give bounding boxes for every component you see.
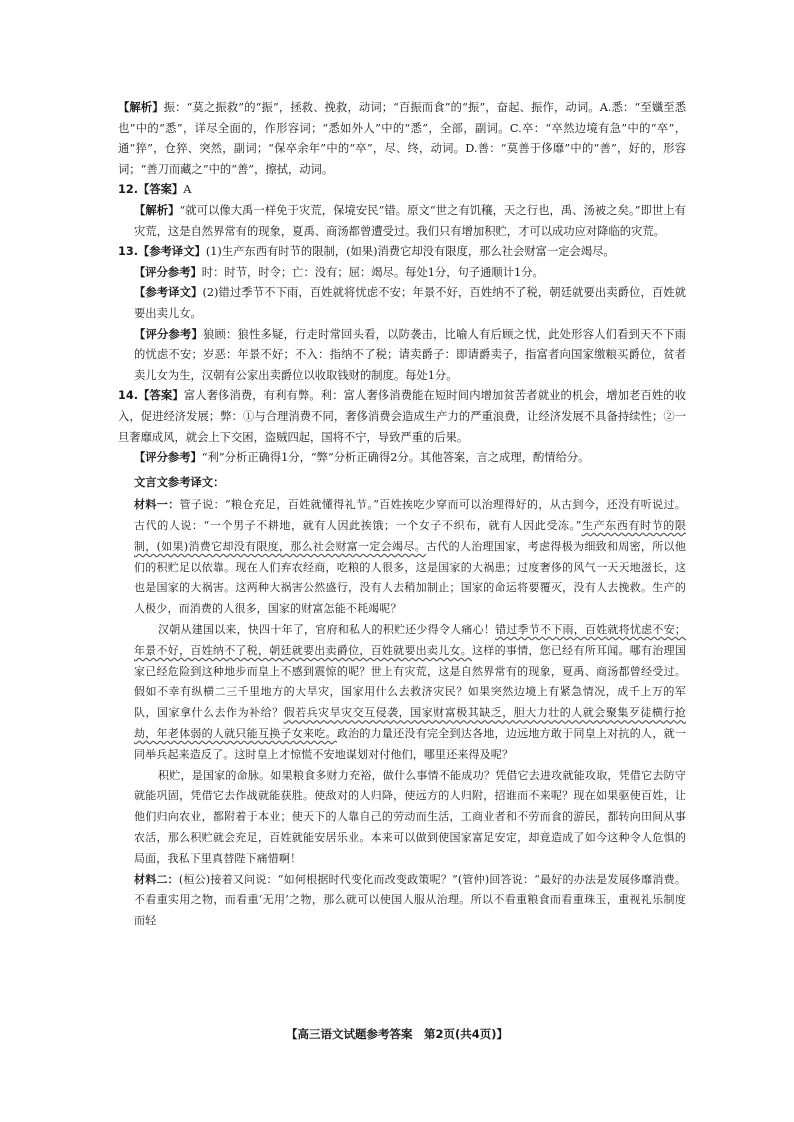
q14-score	[118, 448, 686, 469]
page-footer: 【高三语文试题参考答案 第2页(共4页)】	[285, 1027, 508, 1041]
q12-answer	[118, 180, 686, 201]
score-label: 【评分参考】	[134, 265, 202, 279]
analysis-label: 【解析】	[118, 101, 164, 114]
material-1-text-b: 生产东西有时节的限制，(如果)消费它却没有限度，那么社会财富一定会竭尽。	[134, 519, 686, 553]
material-1-text-a: 管子说：“粮仓充足，百姓就懂得礼节。”百姓挨吃少穿而可以治理得好的，从古到今，还没有听说过。古代的人说：“一个男子不耕地，就有人因此挨饿；一个女子不织布，就有人因此受冻。”	[134, 498, 686, 533]
q13-reference-1-text: (1)生产东西有时节的限制，(如果)消费它却没有限度，那么社会财富一定会竭尽。	[205, 245, 615, 259]
q13-score-1	[118, 263, 686, 284]
q13-score-2-text: 狼顾：狼性多疑，行走时常回头看，以防袭击，比喻人有后顾之忧，此处形容人们看到天不下雨的忧虑不安；岁恶：年景不好；不入：指纳不了税；请卖爵子：即请爵卖子，指富者向国家缴粮买爵位，贫者卖儿女为生，汉朝有公家出卖爵位以收取钱财的制度。每处1分。	[134, 327, 686, 382]
q12-analysis	[118, 201, 686, 242]
q13-score-1-text: 时：时节，时令；亡：没有；屈：竭尽。每处1分，句子通顺计1分。	[201, 265, 544, 279]
reference-label: 【参考译文】	[138, 245, 206, 259]
q14-number: 14.	[118, 389, 139, 403]
q12-answer-text: A	[183, 183, 192, 197]
analysis-label: 【解析】	[134, 203, 180, 217]
reference-label: 【参考译文】	[134, 286, 203, 300]
answer-label: 【答案】	[138, 389, 184, 403]
q14-answer	[118, 386, 686, 448]
translation-heading: 文言文参考译文：	[134, 475, 225, 489]
material-2-label: 材料二：	[134, 872, 179, 886]
q12-number: 12.	[118, 183, 139, 197]
paragraph-2-text-a: 汉朝从建国以来，快四十年了，官府和私人的积贮还少得令人痛心！	[158, 623, 496, 637]
material-1-paragraph	[118, 495, 686, 620]
translation-paragraph-2	[118, 620, 686, 766]
q13-reference-1	[118, 242, 686, 263]
q13-reference-2-text: (2)错过季节不下雨，百姓就将忧虑不安；年景不好，百姓纳不了税，朝廷就要出卖爵位，百姓就要出卖儿女。	[134, 286, 686, 320]
q11-analysis	[118, 98, 686, 180]
q13-reference-2	[118, 283, 686, 324]
q14-score-text: “利”分析正确得1分，“弊”分析正确得2分。其他答案，言之成理，酌情给分。	[201, 451, 590, 465]
material-2-paragraph	[118, 870, 686, 932]
material-1-text-c: 古代的人治理国家，考虑得极为细致和周密，所以他们的积贮足以依靠。现在人们弃农经商，吃粮的人很多，这是国家的大祸患；过度奢侈的风气一天天地滋长，这也是国家的大祸害。这两种大祸害公然盛行，没有人去稍加制止；国家的命运将要覆灭，没有人去挽救。生产的人极少，而消费的人很多，国家的财富怎能不耗竭呢？	[134, 539, 686, 616]
answer-label: 【答案】	[138, 183, 184, 197]
paragraph-2-text-d: 假若兵灾旱灾交互侵袭，国家财富极其缺乏，胆大力壮的人就会聚集歹徒横行抢劫，年老体弱的人就只能互换子女来吃。	[134, 706, 687, 741]
q11-analysis-text: 振：“莫之振救”的“振”，拯救、挽救，动词；“百振而食”的“振”，奋起、振作，动词。A.悉：“至孅至悉也”中的“悉”，详尽全面的，作形容词；“悉如外人”中的“悉”，全部，副词。C.卒：“卒然边境有急”中的“卒”，通“猝”，仓猝、突然，副词；“保卒余年”中的“卒”，尽、终，动词。D.善：“莫善于侈靡”中的“善”，好的，形容词；“善刀而藏之”中的“善”，擦拭，动词。	[118, 101, 686, 176]
material-2-text: (桓公)接着又问说：“如何根据时代变化而改变政策呢？”(管仲)回答说：“最好的办法是发展侈靡消费。不看重实用之物，而看重‘无用’之物，那么就可以使国人服从治理。所以不看重粮食而看重珠玉，重视礼乐制度而轻	[134, 872, 686, 928]
translation-paragraph-3: 积贮，是国家的命脉。如果粮食多财力充裕，做什么事情不能成功？凭借它去进攻就能攻取，凭借它去防守就能巩固，凭借它去作战就能获胜。使敌对的人归降，使远方的人归附，招谁而不来呢？现在如果驱使百姓，让他们归向农业，都附着于本业；使天下的人靠自己的劳动而生活，工商业者和不劳而食的游民，都转向田间从事农活，那么积贮就会充足，百姓就能安居乐业。本来可以做到使国家富足安定，却竟造成了如今这种令人危惧的局面，我私下里真替陛下痛惜啊！	[134, 768, 686, 865]
score-label: 【评分参考】	[134, 327, 204, 341]
paragraph-2-text-c: 这样的事情，您已经有所耳闻。哪有治理国家已经危险到这种地步而皇上不感到震惊的呢？世上有灾荒，这是自然界常有的现象，夏禹、商汤都曾经受过。假如不幸有纵横二三千里地方的大旱灾，国家用什么去救济灾民？如果突然边境上有紧急情况，成千上万的军队，国家拿什么去作为补给？	[134, 643, 686, 720]
q12-analysis-text: “就可以像大禹一样免于灾荒，保境安民”错。原文“世之有饥穰，天之行也，禹、汤被之矣。”即世上有灾荒，这是自然界常有的现象，夏禹、商汤都曾遭受过。我们只有增加积贮，才可以成功应对降临的灾荒。	[134, 203, 686, 238]
q13-score-2	[118, 325, 686, 387]
answer-key-page	[118, 98, 686, 932]
paragraph-2-text-b: 错过季节不下雨，百姓就将忧虑不安；年景不好，百姓纳不了税，朝廷就要出卖爵位，百姓就要出卖儿女。	[134, 623, 686, 657]
material-1-label: 材料一：	[134, 498, 180, 512]
q14-answer-text: 富人奢侈消费，有利有弊。利：富人奢侈消费能在短时间内增加贫苦者就业的机会，增加老百姓的收入，促进经济发展；弊：①与合理消费不同，奢侈消费会造成生产力的严重浪费，让经济发展不具备持续性；②一旦奢靡成风，就会上下交困，盗贼四起，国将不宁，导致严重的后果。	[118, 389, 686, 444]
q13-number: 13.	[118, 245, 139, 259]
score-label: 【评分参考】	[134, 451, 202, 465]
paragraph-2-text-e: 政治的力量还没有完全到达各地，边远地方敢于同皇上对抗的人，就一同举兵起来造反了。这时皇上才惊慌不安地谋划对付他们，哪里还来得及呢？	[134, 727, 687, 761]
